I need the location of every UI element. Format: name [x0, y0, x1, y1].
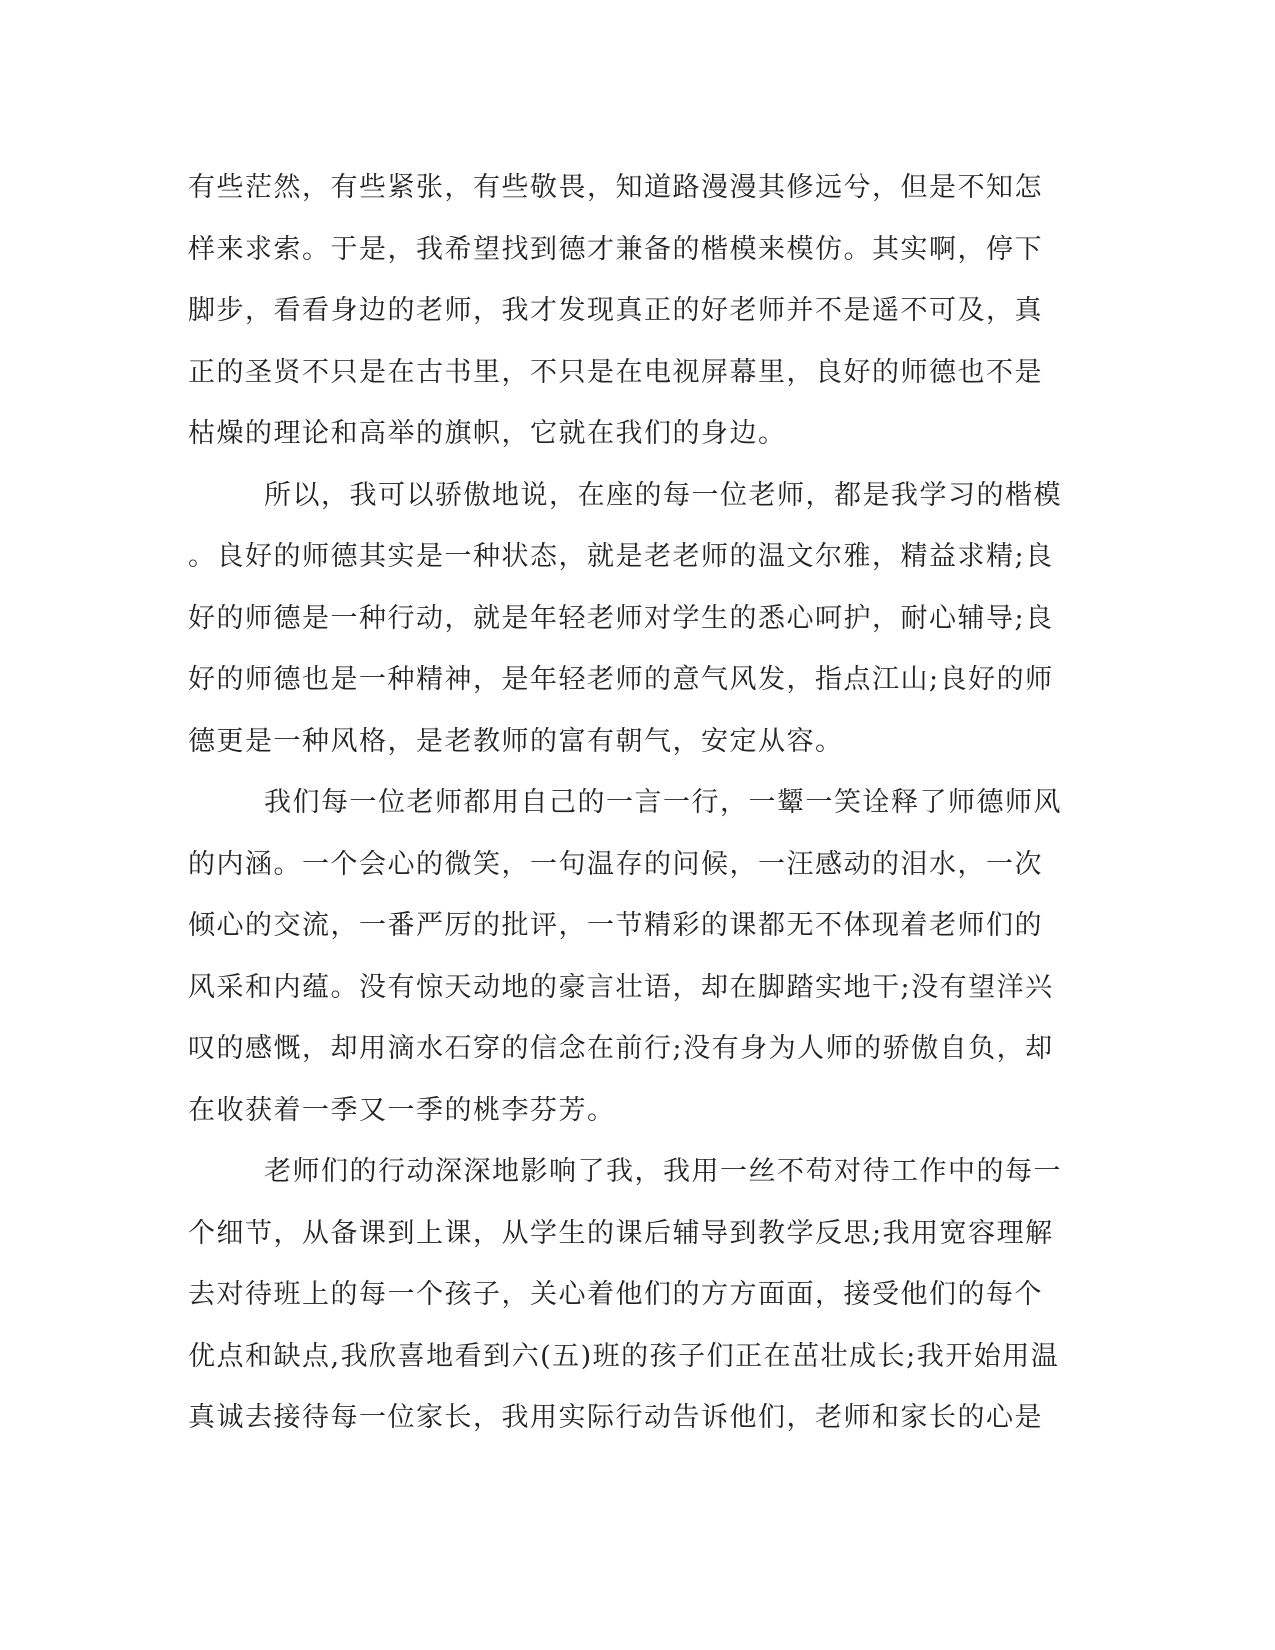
text-line: 风采和内蕴。没有惊天动地的豪言壮语，却在脚踏实地干;没有望洋兴: [188, 971, 1054, 1003]
text-line: 的内涵。一个会心的微笑，一句温存的问候，一汪感动的泪水，一次: [188, 848, 1043, 880]
text-line: 有些茫然，有些紧张，有些敬畏，知道路漫漫其修远兮，但是不知怎: [188, 172, 1043, 203]
text-line: 脚步，看看身边的老师，我才发现真正的好老师并不是遥不可及，真: [188, 295, 1043, 326]
text-line: 好的师德也是一种精神，是年轻老师的意气风发，指点江山;良好的师: [188, 664, 1054, 695]
text-line: 个细节，从备课到上课，从学生的课后辅导到教学反思;我用宽容理解: [188, 1217, 1054, 1249]
paragraph-first-line: 所以，我可以骄傲地说，在座的每一位老师，都是我学习的楷模: [264, 479, 1062, 511]
text-line: 倾心的交流，一番严厉的批评，一节精彩的课都无不体现着老师们的: [188, 910, 1043, 941]
text-line: 枯燥的理论和高举的旗帜，它就在我们的身边。: [188, 418, 787, 449]
text-line: 。良好的师德其实是一种状态，就是老老师的温文尔雅，精益求精;良: [188, 541, 1054, 572]
text-line: 优点和缺点,我欣喜地看到六(五)班的孩子们正在茁壮成长;我开始用温: [188, 1340, 1060, 1372]
text-line: 叹的感慨，却用滴水石穿的信念在前行;没有身为人师的骄傲自负，却: [188, 1033, 1054, 1064]
text-line: 在收获着一季又一季的桃李芬芳。: [188, 1094, 616, 1126]
paragraph-first-line: 我们每一位老师都用自己的一言一行，一颦一笑诠释了师德师风: [264, 787, 1062, 818]
text-line: 德更是一种风格，是老教师的富有朝气，安定从容。: [188, 725, 844, 757]
paragraph-first-line: 老师们的行动深深地影响了我，我用一丝不苟对待工作中的每一: [264, 1156, 1062, 1187]
text-line: 正的圣贤不只是在古书里，不只是在电视屏幕里，良好的师德也不是: [188, 356, 1043, 388]
text-line: 样来求索。于是，我希望找到德才兼备的楷模来模仿。其实啊，停下: [188, 233, 1043, 265]
text-line: 好的师德是一种行动，就是年轻老师对学生的悉心呵护，耐心辅导;良: [188, 602, 1054, 634]
text-line: 真诚去接待每一位家长，我用实际行动告诉他们，老师和家长的心是: [188, 1402, 1043, 1433]
text-line: 去对待班上的每一个孩子，关心着他们的方方面面，接受他们的每个: [188, 1279, 1043, 1310]
body-text: [188, 157, 1068, 1449]
